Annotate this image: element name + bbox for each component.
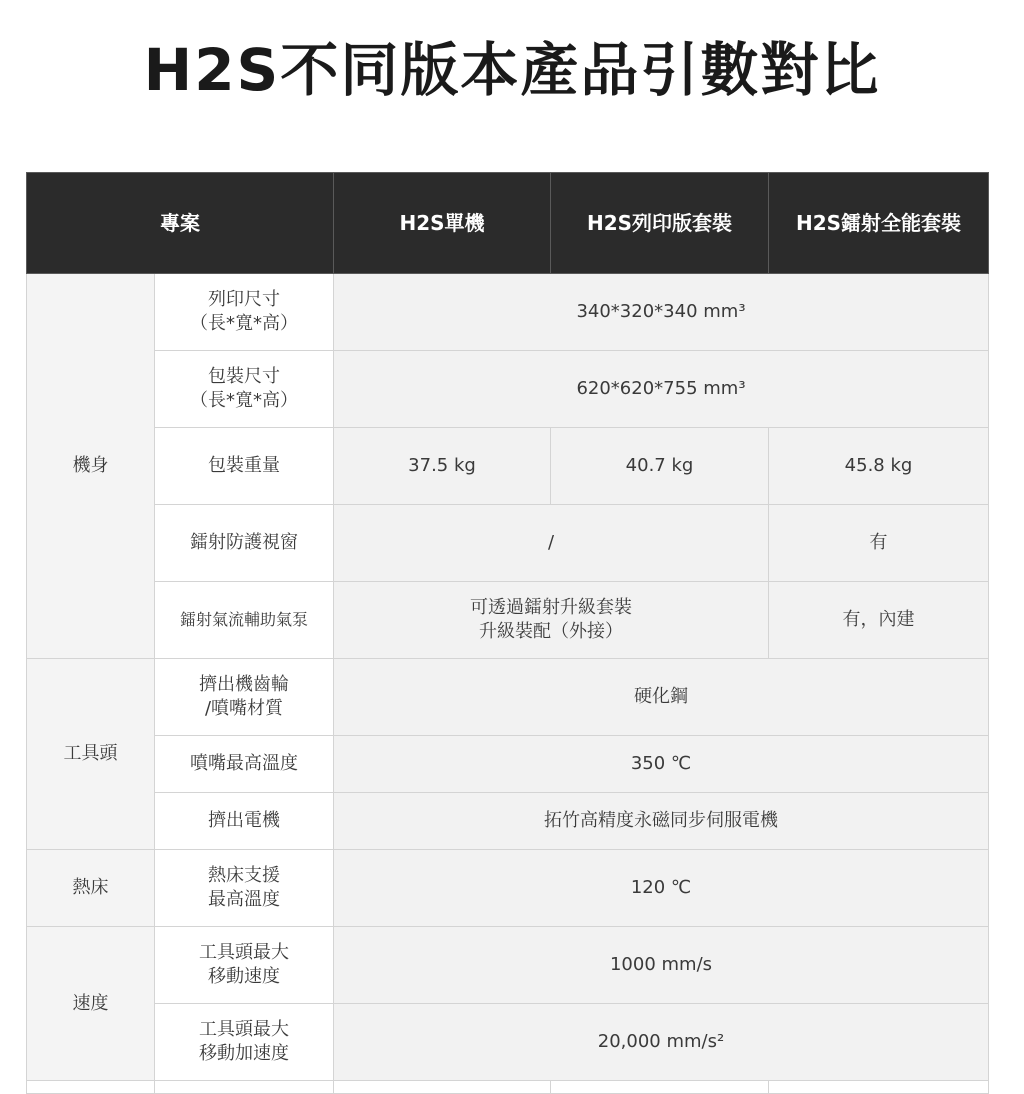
table-row [27,505,989,582]
table-row [27,274,989,351]
value-air-pump-standalone-print: 可透過鐳射升級套裝 升級裝配（外接） [334,582,769,659]
table-row [27,850,989,927]
header-laser-kit: H2S鐳射全能套裝 [769,173,989,274]
header-standalone: H2S單機 [334,173,551,274]
header-print-kit: H2S列印版套裝 [551,173,769,274]
group-heatbed: 熱床 [27,850,155,927]
row-label-package-size: 包裝尺寸 （長*寬*高） [155,351,334,428]
value-package-size: 620*620*755 mm³ [334,351,989,428]
table-cell-partial [27,1081,155,1094]
group-body: 機身 [27,274,155,659]
row-label-max-speed: 工具頭最大 移動速度 [155,927,334,1004]
row-label-max-accel: 工具頭最大 移動加速度 [155,1004,334,1081]
table-header-row [27,173,989,274]
row-label-extruder-gear: 擠出機齒輪 /噴嘴材質 [155,659,334,736]
row-label-package-weight: 包裝重量 [155,428,334,505]
value-weight-laser-kit: 45.8 kg [769,428,989,505]
value-max-accel: 20,000 mm/s² [334,1004,989,1081]
group-toolhead: 工具頭 [27,659,155,850]
value-laser-window-standalone-print: / [334,505,769,582]
table-row [27,582,989,659]
value-weight-print-kit: 40.7 kg [551,428,769,505]
value-extruder-gear: 硬化鋼 [334,659,989,736]
row-label-heatbed-max-temp: 熱床支援 最高溫度 [155,850,334,927]
table-cell-partial [769,1081,989,1094]
value-air-pump-laser-kit: 有，內建 [769,582,989,659]
table-cell-partial [155,1081,334,1094]
value-max-speed: 1000 mm/s [334,927,989,1004]
table-row [27,428,989,505]
table-row [27,736,989,793]
table-cell-partial [551,1081,769,1094]
value-heatbed-max-temp: 120 ℃ [334,850,989,927]
header-item: 專案 [27,173,334,274]
group-speed: 速度 [27,927,155,1081]
row-label-extruder-motor: 擠出電機 [155,793,334,850]
row-label-print-size: 列印尺寸 （長*寬*高） [155,274,334,351]
table-row [27,351,989,428]
page-title: H2S不同版本產品引數對比 [143,36,881,104]
value-extruder-motor: 拓竹高精度永磁同步伺服電機 [334,793,989,850]
row-label-nozzle-max-temp: 噴嘴最高溫度 [155,736,334,793]
table-row [27,659,989,736]
table-row-partial [27,1081,989,1094]
spec-comparison-table [26,172,989,1094]
value-laser-window-laser-kit: 有 [769,505,989,582]
table-cell-partial [334,1081,551,1094]
value-nozzle-max-temp: 350 ℃ [334,736,989,793]
value-weight-standalone: 37.5 kg [334,428,551,505]
value-print-size: 340*320*340 mm³ [334,274,989,351]
table-row [27,1004,989,1081]
row-label-laser-window: 鐳射防護視窗 [155,505,334,582]
table-row [27,793,989,850]
table-row [27,927,989,1004]
row-label-laser-air-pump: 鐳射氣流輔助氣泵 [155,582,334,659]
